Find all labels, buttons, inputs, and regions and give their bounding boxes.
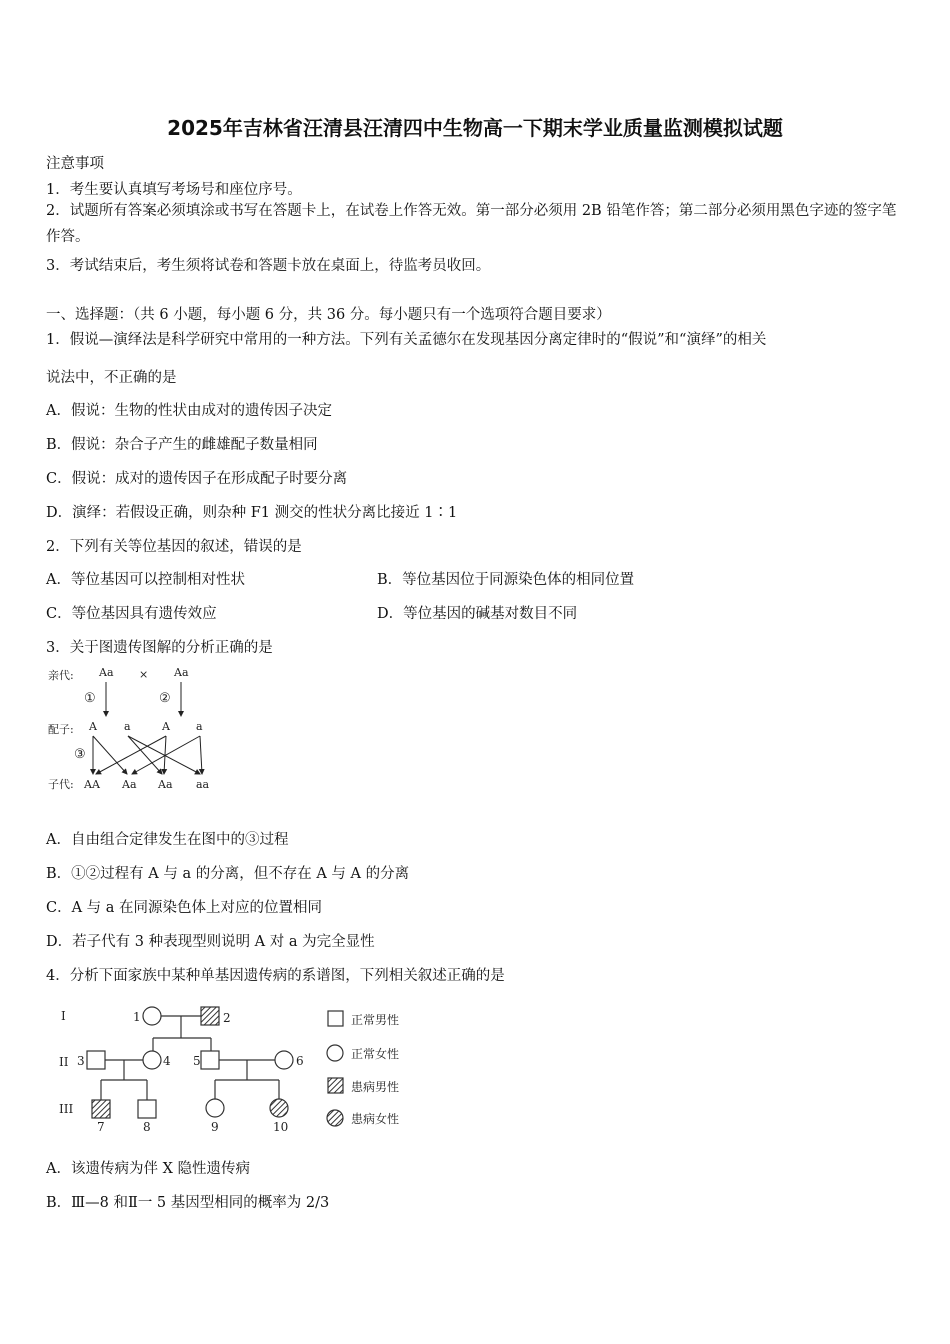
- legend-normal-male: 正常男性: [351, 1013, 400, 1027]
- q3-option-b[interactable]: B．①②过程有 A 与 a 的分离，但不存在 A 与 A 的分离: [46, 866, 410, 882]
- section-heading: 一、选择题：（共 6 小题，每小题 6 分，共 36 分。每小题只有一个选项符合题目要求）: [46, 307, 611, 323]
- q4-stem: 4．分析下面家族中某种单基因遗传病的系谱图，下列相关叙述正确的是: [46, 968, 505, 984]
- id-6: 6: [296, 1054, 304, 1068]
- parent-1: Aa: [99, 666, 114, 679]
- genetic-cross-diagram: [44, 662, 224, 797]
- q2-stem: 2．下列有关等位基因的叙述，错误的是: [46, 539, 302, 555]
- offspring-2: Aa: [122, 778, 137, 791]
- q2-option-a[interactable]: A．等位基因可以控制相对性状: [46, 572, 245, 588]
- step-1-marker: ①: [84, 691, 96, 706]
- id-3: 3: [77, 1054, 85, 1068]
- q2-option-b[interactable]: B．等位基因位于同源染色体的相同位置: [377, 572, 635, 588]
- gamete-label: 配子:: [48, 723, 74, 736]
- offspring-1: AA: [84, 778, 100, 791]
- q1-option-d[interactable]: D．演绎：若假设正确，则杂种 F1 测交的性状分离比接近 1∶1: [46, 505, 458, 521]
- cross-symbol: ×: [139, 668, 149, 681]
- id-2: 2: [223, 1011, 231, 1025]
- q1-option-b[interactable]: B．假说：杂合子产生的雌雄配子数量相同: [46, 437, 318, 453]
- individual-6-normal-female: [275, 1051, 293, 1069]
- gamete-2: a: [124, 720, 131, 733]
- id-4: 4: [163, 1054, 171, 1068]
- id-5: 5: [193, 1054, 201, 1068]
- generation-2-label: II: [59, 1055, 69, 1069]
- q2-option-c[interactable]: C．等位基因具有遗传效应: [46, 606, 217, 622]
- legend-normal-female: 正常女性: [351, 1047, 400, 1061]
- q3-stem: 3．关于图遗传图解的分析正确的是: [46, 640, 273, 656]
- legend-affected-female: 患病女性: [351, 1112, 400, 1126]
- notice-item-1: 1．考生要认真填写考场号和座位序号。: [46, 182, 302, 198]
- individual-5-normal-male: [201, 1051, 219, 1069]
- parent-2: Aa: [174, 666, 189, 679]
- generation-1-label: I: [61, 1009, 66, 1023]
- q4-option-b[interactable]: B．Ⅲ—8 和Ⅱ一 5 基因型相同的概率为 2/3: [46, 1195, 330, 1211]
- notice-item-2: 2．试题所有答案必须填涂或书写在答题卡上，在试卷上作答无效。第一部分必须用 2B 铅笔作答；第二部分必须用黑色字迹的签字笔作答。: [46, 203, 897, 245]
- gamete-4: a: [196, 720, 203, 733]
- step-2-marker: ②: [159, 691, 171, 706]
- q1-stem-line1: 1．假说—演绎法是科学研究中常用的一种方法。下列有关孟德尔在发现基因分离定律时的“假说”和“演绎”的相关: [46, 332, 767, 348]
- q3-option-a[interactable]: A．自由组合定律发生在图中的③过程: [46, 832, 289, 848]
- individual-10-affected-female: [270, 1099, 288, 1117]
- step-3-marker: ③: [74, 747, 86, 762]
- id-10: 10: [273, 1120, 289, 1134]
- offspring-label: 子代:: [48, 778, 74, 791]
- gamete-3: A: [162, 720, 170, 733]
- q1-option-a[interactable]: A．假说：生物的性状由成对的遗传因子决定: [46, 403, 332, 419]
- legend-normal-female-icon: [327, 1045, 343, 1061]
- q2-option-d[interactable]: D．等位基因的碱基对数目不同: [377, 606, 578, 622]
- legend-normal-male-icon: [328, 1011, 343, 1026]
- id-8: 8: [143, 1120, 151, 1134]
- q1-stem-line2: 说法中，不正确的是: [46, 370, 177, 386]
- individual-4-normal-female: [143, 1051, 161, 1069]
- individual-9-normal-female: [206, 1099, 224, 1117]
- notice-heading: 注意事项: [46, 156, 104, 172]
- q3-option-d[interactable]: D．若子代有 3 种表现型则说明 A 对 a 为完全显性: [46, 934, 375, 950]
- individual-8-normal-male: [138, 1100, 156, 1118]
- individual-3-normal-male: [87, 1051, 105, 1069]
- parent-label: 亲代:: [48, 669, 74, 682]
- individual-1-normal-female: [143, 1007, 161, 1025]
- gamete-1: A: [89, 720, 97, 733]
- q4-option-a[interactable]: A．该遗传病为伴 X 隐性遗传病: [46, 1161, 251, 1177]
- id-1: 1: [133, 1010, 141, 1024]
- notice-item-3: 3．考试结束后，考生须将试卷和答题卡放在桌面上，待监考员收回。: [46, 258, 491, 274]
- individual-7-affected-male: [92, 1100, 110, 1118]
- individual-2-affected-male: [201, 1007, 219, 1025]
- legend-affected-female-icon: [327, 1110, 343, 1126]
- pedigree-chart: [55, 998, 425, 1138]
- cross-arrows: [93, 682, 202, 774]
- generation-3-label: III: [59, 1102, 74, 1116]
- id-9: 9: [211, 1120, 219, 1134]
- q3-option-c[interactable]: C．A 与 a 在同源染色体上对应的位置相同: [46, 900, 323, 916]
- q1-option-c[interactable]: C．假说：成对的遗传因子在形成配子时要分离: [46, 471, 348, 487]
- id-7: 7: [97, 1120, 105, 1134]
- legend-affected-male-icon: [328, 1078, 343, 1093]
- offspring-3: Aa: [158, 778, 173, 791]
- offspring-4: aa: [196, 778, 210, 791]
- legend-affected-male: 患病男性: [351, 1080, 400, 1094]
- page-title: 2025年吉林省汪清县汪清四中生物高一下期末学业质量监测模拟试题: [167, 116, 783, 140]
